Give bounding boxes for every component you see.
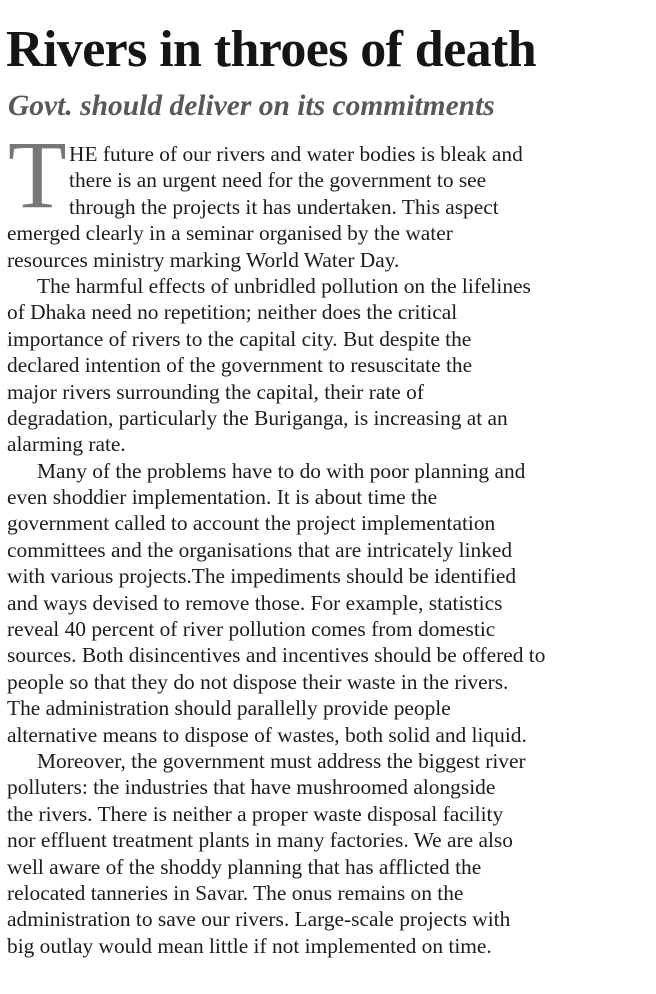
paragraph-3 xyxy=(7,458,635,748)
text-line: relocated tanneries in Savar. The onus remains on the xyxy=(7,880,464,905)
text-line: HE future of our rivers and water bodies is bleak and xyxy=(69,142,523,166)
text-line: Moreover, the government must address the biggest river xyxy=(37,748,526,773)
paragraph-2 xyxy=(7,273,635,458)
text-line: alarming rate. xyxy=(7,432,126,457)
text-line: through the projects it has undertaken. This aspect xyxy=(69,194,499,219)
subheadline: Govt. should deliver on its commitments xyxy=(8,90,495,122)
text-line: government called to account the project implementation xyxy=(7,511,496,536)
text-line: resources ministry marking World Water Day. xyxy=(7,247,400,272)
text-line: polluters: the industries that have mushroomed alongside xyxy=(7,775,496,800)
text-line: Many of the problems have to do with poor planning and xyxy=(37,458,526,483)
text-line: people so that they do not dispose their waste in the rivers. xyxy=(7,669,509,694)
text-line: The administration should parallelly provide people xyxy=(7,696,451,721)
text-line: administration to save our rivers. Large-scale projects with xyxy=(7,907,511,932)
headline: Rivers in throes of death xyxy=(6,21,537,78)
text-line: nor effluent treatment plants in many factories. We are also xyxy=(7,828,513,853)
text-line: and ways devised to remove those. For example, statistics xyxy=(7,590,503,615)
text-line: alternative means to dispose of wastes, both solid and liquid. xyxy=(7,722,527,747)
text-line: well aware of the shoddy planning that has afflicted the xyxy=(7,854,482,879)
paragraph-1 xyxy=(7,141,635,273)
text-line: emerged clearly in a seminar organised by the water xyxy=(7,221,453,246)
article-body xyxy=(7,121,635,959)
text-line: committees and the organisations that are intricately linked xyxy=(7,537,513,562)
text-line: reveal 40 percent of river pollution comes from domestic xyxy=(7,617,496,642)
text-line: The harmful effects of unbridled pollution on the lifelines xyxy=(37,273,531,298)
text-line: even shoddier implementation. It is about time the xyxy=(7,485,438,510)
text-line: big outlay would mean little if not implemented on time. xyxy=(7,933,492,958)
text-line: of Dhaka need no repetition; neither does the critical xyxy=(7,300,458,325)
text-line: sources. Both disincentives and incentives should be offered to xyxy=(7,643,546,668)
paragraph-4 xyxy=(7,748,635,959)
text-line: declared intention of the government to resuscitate the xyxy=(7,353,473,378)
text-line: there is an urgent need for the government to see xyxy=(69,168,487,193)
text-line: degradation, particularly the Buriganga, is increasing at an xyxy=(7,405,508,430)
text-line: importance of rivers to the capital city. But despite the xyxy=(7,326,472,351)
text-line: with various projects.The impediments should be identified xyxy=(7,564,517,589)
text-line: the rivers. There is neither a proper waste disposal facility xyxy=(7,801,504,826)
text-line: major rivers surrounding the capital, their rate of xyxy=(7,379,424,404)
drop-cap: T xyxy=(8,121,67,228)
